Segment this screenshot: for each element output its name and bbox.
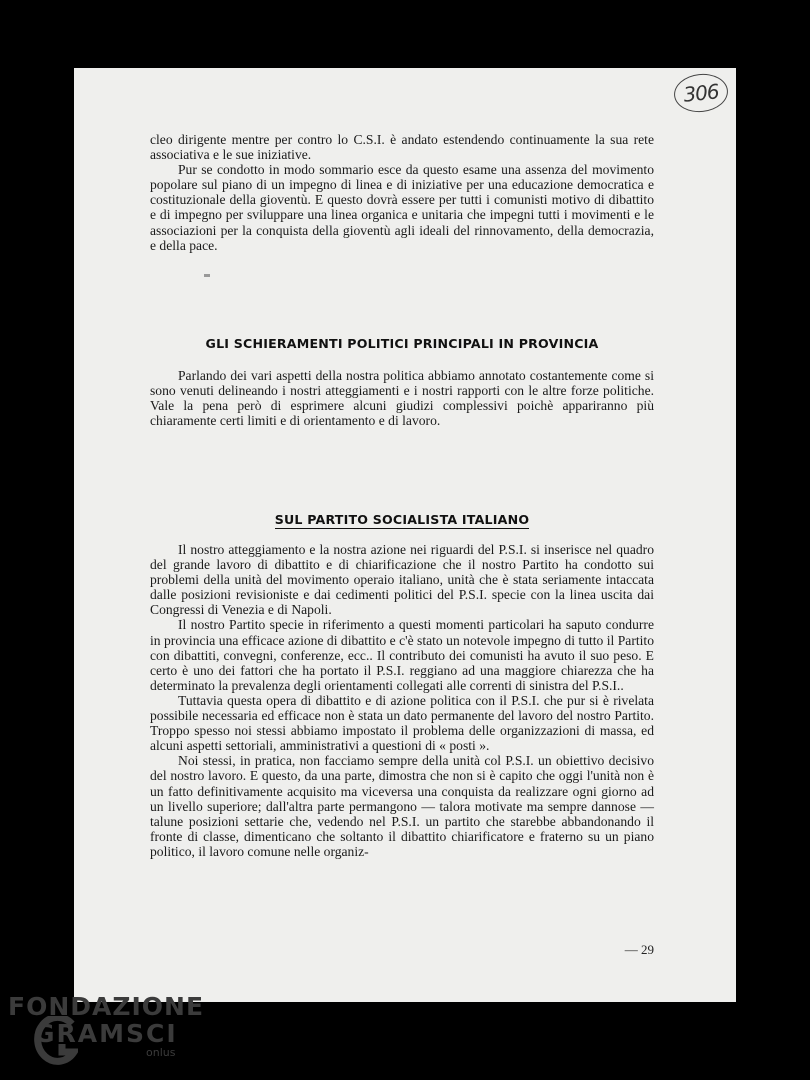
gramsci-logo-icon — [32, 1016, 78, 1070]
scan-mark — [204, 274, 210, 277]
paragraph: Tuttavia questa opera di dibattito e di azione politica con il P.S.I. che pur si è rivelata possibile necessaria ed efficace non è stata un dato permanente del lavoro del nostro Partito. Troppo spesso noi stessi abbiamo impostato il problema delle organizzazioni di massa, ed alcuni aspetti settoriali, amministrativi a questioni di « posti ». — [150, 692, 654, 754]
heading-text: SUL PARTITO SOCIALISTA ITALIANO — [274, 512, 530, 527]
paragraph: cleo dirigente mentre per contro lo C.S.I. è andato estendendo continuamente la sua rete associativa e le sue iniziative. — [150, 132, 654, 163]
section-text-block — [150, 368, 654, 428]
document-page — [74, 68, 736, 1002]
section-heading — [150, 512, 654, 527]
archive-number: 306 — [672, 71, 730, 114]
paragraph: Il nostro Partito specie in riferimento a questi momenti particolari ha saputo condurre in provincia una efficace azione di dibattito e c'è stato un notevole impegno di tutto il Partito con dibattiti, convegni, conferenze, ecc.. Il contributo dei comunisti ha avuto il suo peso. E certo è uno dei fattori che ha portato il P.S.I. reggiano ad una maggiore chiarezza che ha determinato la prevalenza degli orientamenti collegati alle correnti di sinistra del P.S.I.. — [150, 617, 654, 693]
page-number: — 29 — [624, 942, 654, 957]
watermark-line1: FONDAZIONE — [8, 992, 205, 1021]
section-text-block — [150, 542, 654, 859]
paragraph: Parlando dei vari aspetti della nostra politica abbiamo annotato costantemente come si sono venuti delineando i nostri atteggiamenti e i nostri rapporti con le altre forze politiche. Vale la pena però di esprimere alcuni giudizi complessivi poichè appariranno più chiaramente certi limiti e di orientamento e di lavoro. — [150, 368, 654, 429]
paragraph: Noi stessi, in pratica, non facciamo sempre della unità col P.S.I. un obiettivo decisivo del nostro lavoro. E questo, da una parte, dimostra che non si è capito che oggi l'unità non è un fatto definitivamente acquisito ma viceversa una conquista da realizzare ogni giorno ad un livello superiore; dall'altra parte permangono — talora motivate ma sempre dannose — talune posizioni settarie che, vedendo nel P.S.I. un partito che starebbe abbandonando il fronte di classe, dimenticano che soltanto il dibattito chiarificatore e fraterno su un piano politico, il lavoro comune nelle organiz- — [150, 753, 654, 859]
paragraph: Pur se condotto in modo sommario esce da questo esame una assenza del movimento popolare sul piano di un impegno di linea e di iniziative per una educazione democratica e costituzionale della gioventù. E questo dovrà essere per tutti i comunisti motivo di dibattito e di impegno per sviluppare una linea organica e unitaria che impegni tutti i movimenti e le associazioni per la conquista della gioventù agli ideali del rinnovamento, della democrazia, e della pace. — [150, 162, 654, 253]
section-heading: GLI SCHIERAMENTI POLITICI PRINCIPALI IN PROVINCIA — [205, 336, 599, 351]
intro-text-block — [150, 132, 654, 253]
paragraph: Il nostro atteggiamento e la nostra azione nei riguardi del P.S.I. si inserisce nel quadro del grande lavoro di dibattito e di chiarificazione che il nostro Partito ha condotto sui problemi della unità del movimento operaio italiano, unità che è stata seriamente intaccata dalle posizioni revisioniste e dai cedimenti politici del P.S.I. specie con la linea uscita dai Congressi di Venezia e di Napoli. — [150, 542, 654, 618]
watermark-line2: GRAMSCI — [34, 1019, 178, 1048]
watermark-line3: onlus — [146, 1046, 176, 1059]
